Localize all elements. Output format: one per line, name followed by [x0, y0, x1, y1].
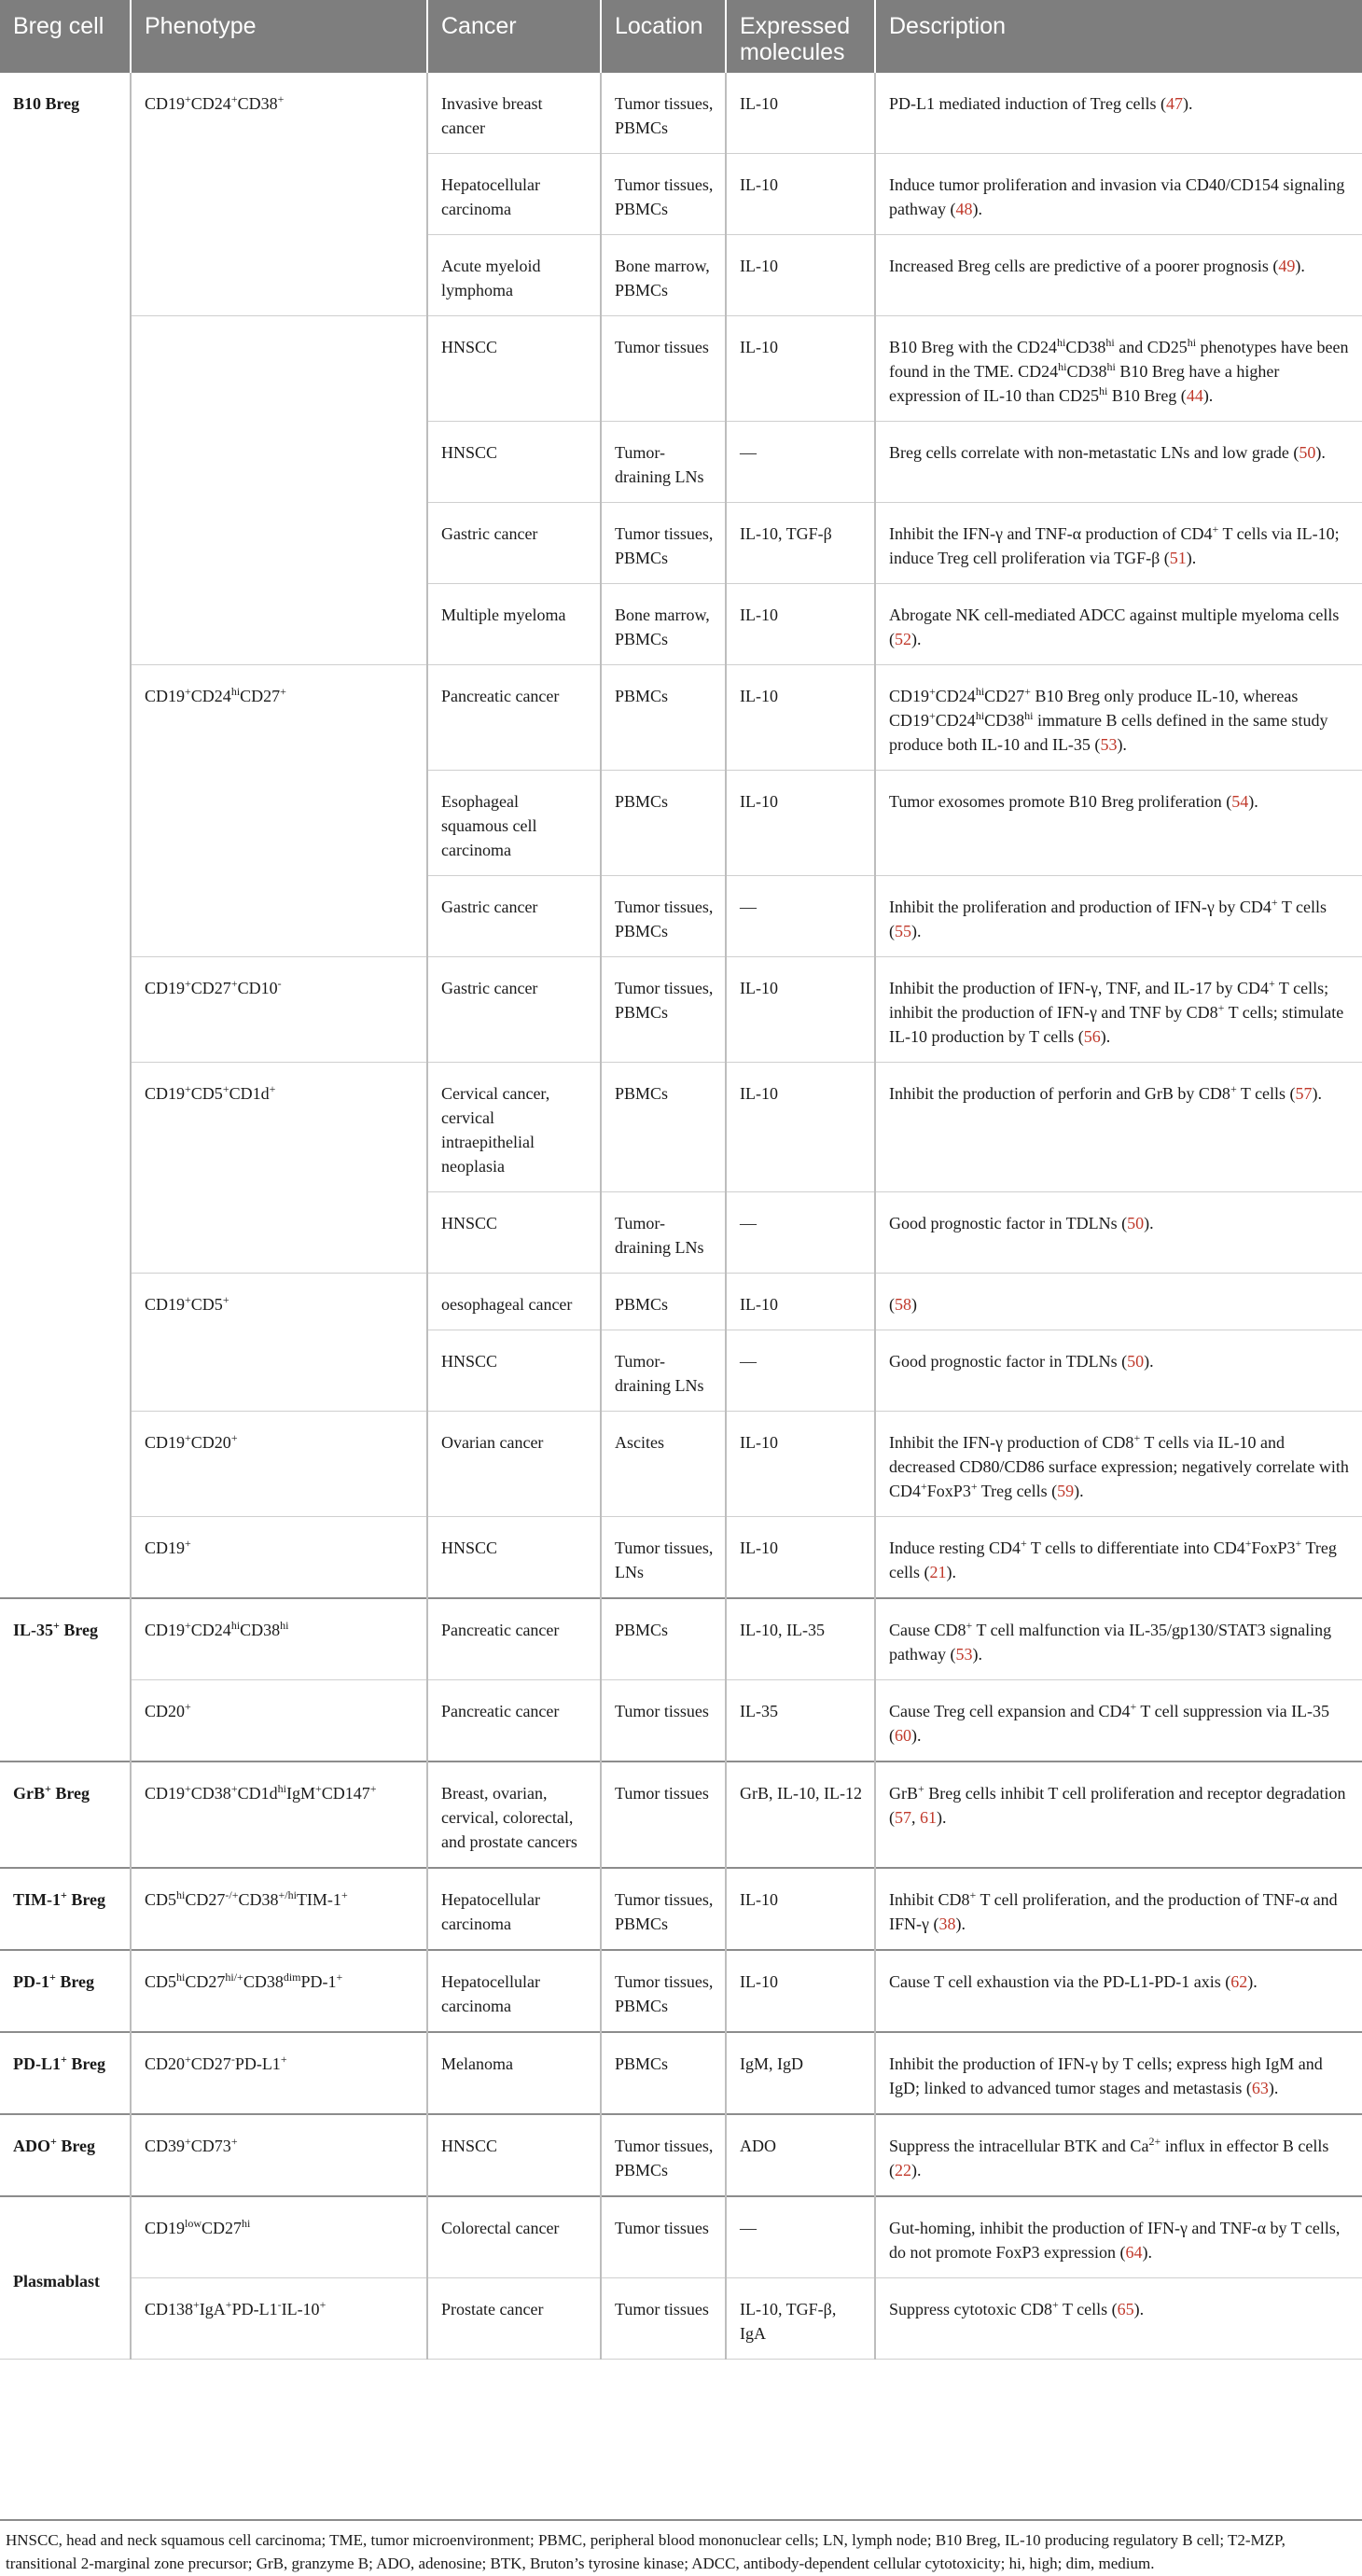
description-cell: Increased Breg cells are predictive of a poorer prognosis (49). — [875, 235, 1362, 316]
molecules-cell: IL-10 — [726, 1063, 875, 1192]
cancer-cell: HNSCC — [427, 1330, 601, 1412]
molecules-cell: — — [726, 2196, 875, 2278]
table-row — [0, 1517, 1362, 1599]
location-cell: Bone marrow, PBMCs — [601, 584, 726, 665]
molecules-cell: IL-10 — [726, 1517, 875, 1599]
molecules-cell: — — [726, 1192, 875, 1274]
description-cell: Gut-homing, inhibit the production of IFN-γ and TNF-α by T cells, do not promote FoxP3 expression (64). — [875, 2196, 1362, 2278]
phenotype-cell: CD19+CD24+CD38+ — [131, 73, 427, 316]
molecules-cell: IL-10, TGF-β, IgA — [726, 2278, 875, 2360]
table-row — [0, 1950, 1362, 2032]
description-cell: Inhibit the production of perforin and GrB by CD8+ T cells (57). — [875, 1063, 1362, 1192]
phenotype-cell: CD19+CD20+ — [131, 1412, 427, 1517]
description-cell: Good prognostic factor in TDLNs (50). — [875, 1192, 1362, 1274]
molecules-cell: — — [726, 422, 875, 503]
breg-cell: TIM-1+ Breg — [0, 1868, 131, 1950]
phenotype-cell: CD138+IgA+PD-L1-IL-10+ — [131, 2278, 427, 2360]
phenotype-cell: $CD5^{hi}CD27^{-/+}CD38^{+/hi}TIM-1^+$ — [131, 1868, 427, 1950]
location-cell: PBMCs — [601, 771, 726, 876]
cancer-cell: Gastric cancer — [427, 876, 601, 957]
location-cell: Tumor-draining LNs — [601, 422, 726, 503]
location-cell: Tumor tissues — [601, 2278, 726, 2360]
cancer-cell: Gastric cancer — [427, 957, 601, 1063]
location-cell: Tumor-draining LNs — [601, 1192, 726, 1274]
cancer-cell: Esophageal squamous cell carcinoma — [427, 771, 601, 876]
location-cell: Tumor tissues — [601, 2196, 726, 2278]
breg-cell: GrB+ Breg — [0, 1761, 131, 1868]
location-cell: Tumor tissues — [601, 1761, 726, 1868]
table-row — [0, 1412, 1362, 1517]
table-row — [0, 2032, 1362, 2114]
location-cell: Ascites — [601, 1412, 726, 1517]
cancer-cell: Prostate cancer — [427, 2278, 601, 2360]
molecules-cell: IgM, IgD — [726, 2032, 875, 2114]
location-cell: Tumor tissues, PBMCs — [601, 503, 726, 584]
header-breg-cell: Breg cell — [0, 0, 131, 73]
table-row — [0, 1868, 1362, 1950]
phenotype-cell: CD39+CD73+ — [131, 2114, 427, 2196]
table-row — [0, 2196, 1362, 2278]
cancer-cell: Invasive breast cancer — [427, 73, 601, 154]
molecules-cell: IL-10 — [726, 1274, 875, 1330]
location-cell: Tumor tissues, PBMCs — [601, 154, 726, 235]
description-cell: Suppress the intracellular BTK and $Ca^{2+}$ influx in effector B cells (22). — [875, 2114, 1362, 2196]
phenotype-cell: CD19+CD5+CD1d+ — [131, 1063, 427, 1274]
description-cell: PD-L1 mediated induction of Treg cells (47). — [875, 73, 1362, 154]
location-cell: PBMCs — [601, 1598, 726, 1680]
location-cell: PBMCs — [601, 1063, 726, 1192]
description-cell: Cause CD8+ T cell malfunction via IL-35/gp130/STAT3 signaling pathway (53). — [875, 1598, 1362, 1680]
molecules-cell: — — [726, 876, 875, 957]
description-cell: Cause T cell exhaustion via the PD-L1-PD-1 axis (62). — [875, 1950, 1362, 2032]
molecules-cell: IL-35 — [726, 1680, 875, 1762]
location-cell: PBMCs — [601, 1274, 726, 1330]
table-row — [0, 2114, 1362, 2196]
description-cell: Good prognostic factor in TDLNs (50). — [875, 1330, 1362, 1412]
phenotype-cell: CD19+CD27+CD10- — [131, 957, 427, 1063]
table-row — [0, 1761, 1362, 1868]
cancer-cell: HNSCC — [427, 1192, 601, 1274]
molecules-cell: IL-10 — [726, 1868, 875, 1950]
description-cell: $CD19^+CD24^{hi}CD27^+$ B10 Breg only produce IL-10, whereas $CD19^+CD24^{hi}CD38^{hi}$ immature B cells defined in the same study produce both IL-10 and IL-35 (53). — [875, 665, 1362, 771]
cancer-cell: Multiple myeloma — [427, 584, 601, 665]
molecules-cell: IL-10 — [726, 316, 875, 422]
breg-cell: PD-L1+ Breg — [0, 2032, 131, 2114]
molecules-cell: IL-10 — [726, 1412, 875, 1517]
description-cell: Suppress cytotoxic CD8+ T cells (65). — [875, 2278, 1362, 2360]
cancer-cell: Breast, ovarian, cervical, colorectal, and prostate cancers — [427, 1761, 601, 1868]
header-location: Location — [601, 0, 726, 73]
location-cell: Tumor tissues, LNs — [601, 1517, 726, 1599]
description-cell: Inhibit the IFN-γ and TNF-α production of CD4+ T cells via IL-10; induce Treg cell proliferation via TGF-β (51). — [875, 503, 1362, 584]
cancer-cell: Gastric cancer — [427, 503, 601, 584]
phenotype-cell: $CD19^+CD38^+CD1d^{hi}IgM^+CD147^+$ — [131, 1761, 427, 1868]
description-cell: Tumor exosomes promote B10 Breg proliferation (54). — [875, 771, 1362, 876]
table-footnote: HNSCC, head and neck squamous cell carcinoma; TME, tumor microenvironment; PBMC, peripheral blood mononuclear cells; LN, lymph node; B10 Breg, IL-10 producing regulatory B cell; T2-MZP, transitional 2-marginal zone precursor; GrB, granzyme B; ADO, adenosine; BTK, Bruton’s tyrosine kinase; ADCC, antibody-dependent cellular cytotoxicity; hi, high; dim, medium. — [0, 2519, 1362, 2575]
header-expressed-molecules: Expressed molecules — [726, 0, 875, 73]
cancer-cell: Pancreatic cancer — [427, 665, 601, 771]
phenotype-cell — [131, 316, 427, 665]
table-row — [0, 957, 1362, 1063]
molecules-cell: IL-10 — [726, 1950, 875, 2032]
table-row — [0, 316, 1362, 422]
cancer-cell: HNSCC — [427, 1517, 601, 1599]
molecules-cell: IL-10 — [726, 235, 875, 316]
molecules-cell: IL-10 — [726, 584, 875, 665]
location-cell: Tumor tissues, PBMCs — [601, 876, 726, 957]
description-cell: (58) — [875, 1274, 1362, 1330]
location-cell: Tumor tissues, PBMCs — [601, 1950, 726, 2032]
cancer-cell: Cervical cancer, cervical intraepithelial neoplasia — [427, 1063, 601, 1192]
description-cell: Cause Treg cell expansion and CD4+ T cell suppression via IL-35 (60). — [875, 1680, 1362, 1762]
description-cell: Inhibit CD8+ T cell proliferation, and the production of TNF-α and IFN-γ (38). — [875, 1868, 1362, 1950]
phenotype-cell: CD20+CD27-PD-L1+ — [131, 2032, 427, 2114]
description-cell: Induce resting CD4+ T cells to differentiate into CD4+FoxP3+ Treg cells (21). — [875, 1517, 1362, 1599]
molecules-cell: GrB, IL-10, IL-12 — [726, 1761, 875, 1868]
cancer-cell: Colorectal cancer — [427, 2196, 601, 2278]
header-cancer: Cancer — [427, 0, 601, 73]
phenotype-cell: CD19+CD5+ — [131, 1274, 427, 1412]
location-cell: Tumor tissues, PBMCs — [601, 73, 726, 154]
location-cell: Tumor-draining LNs — [601, 1330, 726, 1412]
description-cell: Inhibit the proliferation and production of IFN-γ by CD4+ T cells (55). — [875, 876, 1362, 957]
phenotype-cell: CD19+ — [131, 1517, 427, 1599]
description-cell: Induce tumor proliferation and invasion via CD40/CD154 signaling pathway (48). — [875, 154, 1362, 235]
table-body — [0, 73, 1362, 2360]
breg-cell: ADO+ Breg — [0, 2114, 131, 2196]
description-cell: Inhibit the IFN-γ production of CD8+ T cells via IL-10 and decreased CD80/CD86 surface expression; negatively correlate with CD4+FoxP3+ Treg cells (59). — [875, 1412, 1362, 1517]
breg-cell: B10 Breg — [0, 73, 131, 1598]
table-row — [0, 2278, 1362, 2360]
molecules-cell: IL-10 — [726, 771, 875, 876]
description-cell: Inhibit the production of IFN-γ by T cells; express high IgM and IgD; linked to advanced tumor stages and metastasis (63). — [875, 2032, 1362, 2114]
molecules-cell: IL-10 — [726, 665, 875, 771]
location-cell: Tumor tissues, PBMCs — [601, 2114, 726, 2196]
phenotype-cell: $CD19^+CD24^{hi}CD27^+$ — [131, 665, 427, 957]
cancer-cell: oesophageal cancer — [427, 1274, 601, 1330]
molecules-cell: IL-10, TGF-β — [726, 503, 875, 584]
location-cell: PBMCs — [601, 665, 726, 771]
cancer-cell: Melanoma — [427, 2032, 601, 2114]
location-cell: Tumor tissues, PBMCs — [601, 957, 726, 1063]
cancer-cell: Pancreatic cancer — [427, 1598, 601, 1680]
location-cell: Tumor tissues — [601, 1680, 726, 1762]
description-cell: GrB+ Breg cells inhibit T cell proliferation and receptor degradation (57, 61). — [875, 1761, 1362, 1868]
header-row — [0, 0, 1362, 73]
cancer-cell: Acute myeloid lymphoma — [427, 235, 601, 316]
table-row — [0, 1598, 1362, 1680]
location-cell: PBMCs — [601, 2032, 726, 2114]
cancer-cell: Hepatocellular carcinoma — [427, 1950, 601, 2032]
cancer-cell: Pancreatic cancer — [427, 1680, 601, 1762]
phenotype-cell: CD20+ — [131, 1680, 427, 1762]
cancer-cell: Hepatocellular carcinoma — [427, 1868, 601, 1950]
table-row — [0, 1063, 1362, 1192]
description-cell: B10 Breg with the $CD24^{hi}CD38^{hi}$ and $CD25^{hi}$ phenotypes have been found in the TME. $CD24^{hi}CD38^{hi}$ B10 Breg have a higher expression of IL-10 than $CD25^{hi}$ B10 Breg (44). — [875, 316, 1362, 422]
description-cell: Breg cells correlate with non-metastatic LNs and low grade (50). — [875, 422, 1362, 503]
phenotype-cell: $CD5^{hi}CD27^{hi/+}CD38^{dim}PD-1^+$ — [131, 1950, 427, 2032]
location-cell: Tumor tissues — [601, 316, 726, 422]
cancer-cell: Ovarian cancer — [427, 1412, 601, 1517]
location-cell: Tumor tissues, PBMCs — [601, 1868, 726, 1950]
description-cell: Abrogate NK cell-mediated ADCC against multiple myeloma cells (52). — [875, 584, 1362, 665]
breg-cell: Plasmablast — [0, 2196, 131, 2360]
table-row — [0, 1274, 1362, 1330]
molecules-cell: IL-10, IL-35 — [726, 1598, 875, 1680]
molecules-cell: IL-10 — [726, 957, 875, 1063]
header-phenotype: Phenotype — [131, 0, 427, 73]
table-row — [0, 73, 1362, 154]
header-description: Description — [875, 0, 1362, 73]
phenotype-cell: $CD19^{low}CD27^{hi}$ — [131, 2196, 427, 2278]
breg-cell: PD-1+ Breg — [0, 1950, 131, 2032]
table-row — [0, 1680, 1362, 1762]
molecules-cell: ADO — [726, 2114, 875, 2196]
description-cell: Inhibit the production of IFN-γ, TNF, and IL-17 by CD4+ T cells; inhibit the production of IFN-γ and TNF by CD8+ T cells; stimulate IL-10 production by T cells (56). — [875, 957, 1362, 1063]
phenotype-cell: $CD19^+CD24^{hi}CD38^{hi}$ — [131, 1598, 427, 1680]
location-cell: Bone marrow, PBMCs — [601, 235, 726, 316]
molecules-cell: IL-10 — [726, 73, 875, 154]
molecules-cell: — — [726, 1330, 875, 1412]
cancer-cell: HNSCC — [427, 2114, 601, 2196]
cancer-cell: HNSCC — [427, 422, 601, 503]
cancer-cell: Hepatocellular carcinoma — [427, 154, 601, 235]
cancer-cell: HNSCC — [427, 316, 601, 422]
breg-cell: IL-35+ Breg — [0, 1598, 131, 1761]
molecules-cell: IL-10 — [726, 154, 875, 235]
table-row — [0, 665, 1362, 771]
